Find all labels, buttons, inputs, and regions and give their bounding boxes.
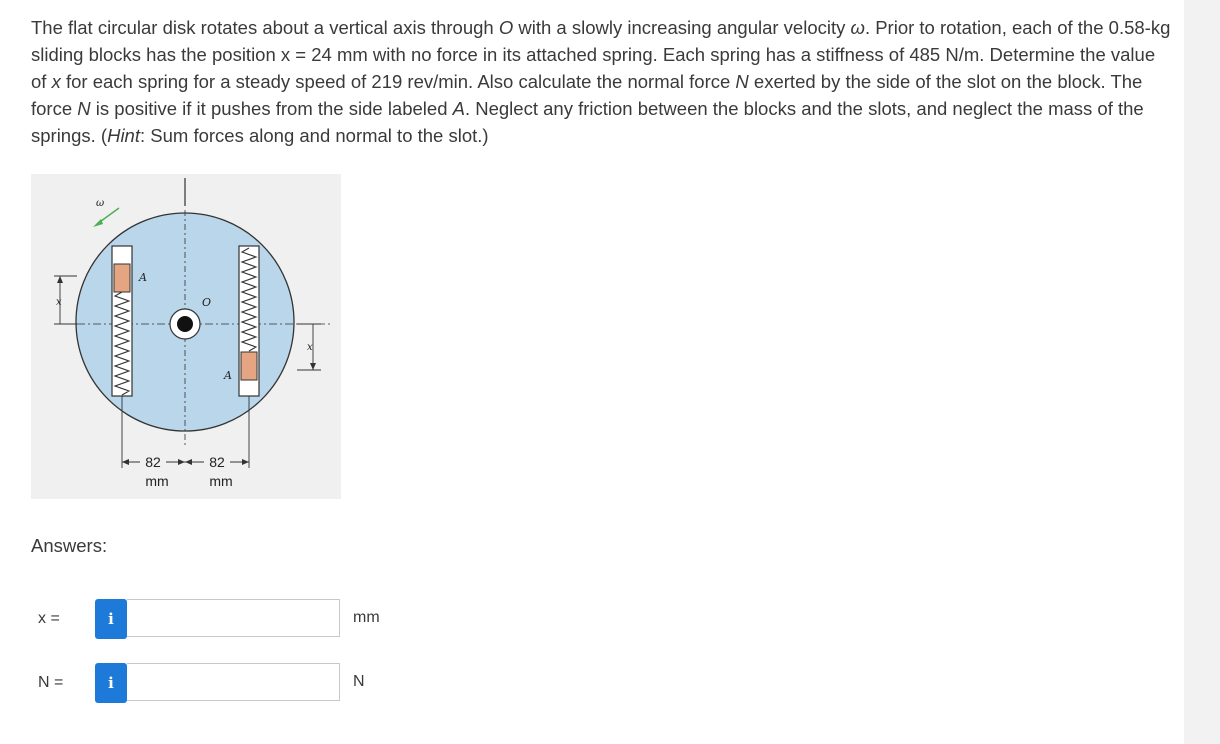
- disk-figure: [31, 174, 341, 499]
- dim-x-right-arrow: [310, 363, 316, 370]
- answer-n-label: N =: [38, 674, 64, 691]
- dim-left-arrow-b: [178, 459, 185, 465]
- problem-symbol-n: N: [77, 98, 91, 119]
- label-o: O: [202, 296, 212, 309]
- left-block: [114, 264, 130, 292]
- dim-right-arrow-b: [242, 459, 249, 465]
- answers-heading: Answers:: [31, 535, 108, 556]
- problem-text: The flat circular disk rotates about a vertical axis through: [31, 17, 499, 38]
- dim-right-arrow-a: [185, 459, 192, 465]
- label-a-right: A: [224, 369, 232, 382]
- answer-n-input[interactable]: [127, 663, 340, 701]
- problem-hint-label: Hint: [107, 125, 140, 146]
- answer-x-input[interactable]: [127, 599, 340, 637]
- problem-text: : Sum forces along and normal to the slot.): [139, 125, 489, 146]
- problem-text: exerted by the side of the slot on the block. The force: [31, 71, 1143, 119]
- dim-left-unit: mm: [145, 473, 169, 489]
- label-x-right: x: [307, 342, 313, 353]
- hub-center: [177, 316, 193, 332]
- problem-text: . Prior to rotation, each of the 0.58-kg sliding blocks has the position x = 24 mm with no force in its attached spring. Each spring has a stiffness of 485 N/m. Determine the value of: [31, 17, 1171, 92]
- answer-n-unit: N: [353, 673, 365, 690]
- info-icon[interactable]: i: [95, 599, 127, 639]
- problem-text: for each spring for a steady speed of 219 rev/min. Also calculate the normal force: [60, 71, 736, 92]
- answer-x-label: x =: [38, 610, 60, 627]
- problem-text: is positive if it pushes from the side labeled: [90, 98, 453, 119]
- problem-symbol-n: N: [735, 71, 749, 92]
- problem-symbol-x: x: [51, 71, 61, 92]
- dim-left-value: 82: [145, 454, 161, 470]
- dim-right-value: 82: [209, 454, 225, 470]
- label-x-left: x: [56, 297, 62, 308]
- dim-x-left-arrow: [57, 276, 63, 283]
- dim-right-unit: mm: [209, 473, 233, 489]
- problem-symbol-omega: ω: [850, 17, 865, 38]
- problem-text: . Neglect any friction between the blocks and the slots, and neglect the mass of the springs. (: [31, 98, 1144, 146]
- answer-x-unit: mm: [353, 609, 380, 626]
- problem-text: with a slowly increasing angular velocity: [513, 17, 851, 38]
- problem-symbol-o: O: [498, 17, 514, 38]
- disk-diagram: [31, 174, 341, 499]
- label-omega: ω: [96, 198, 105, 209]
- label-a-left: A: [139, 271, 147, 284]
- problem-statement: [31, 14, 1171, 149]
- info-icon[interactable]: i: [95, 663, 127, 703]
- right-block: [241, 352, 257, 380]
- problem-symbol-a: A: [452, 98, 465, 119]
- dim-left-arrow-a: [122, 459, 129, 465]
